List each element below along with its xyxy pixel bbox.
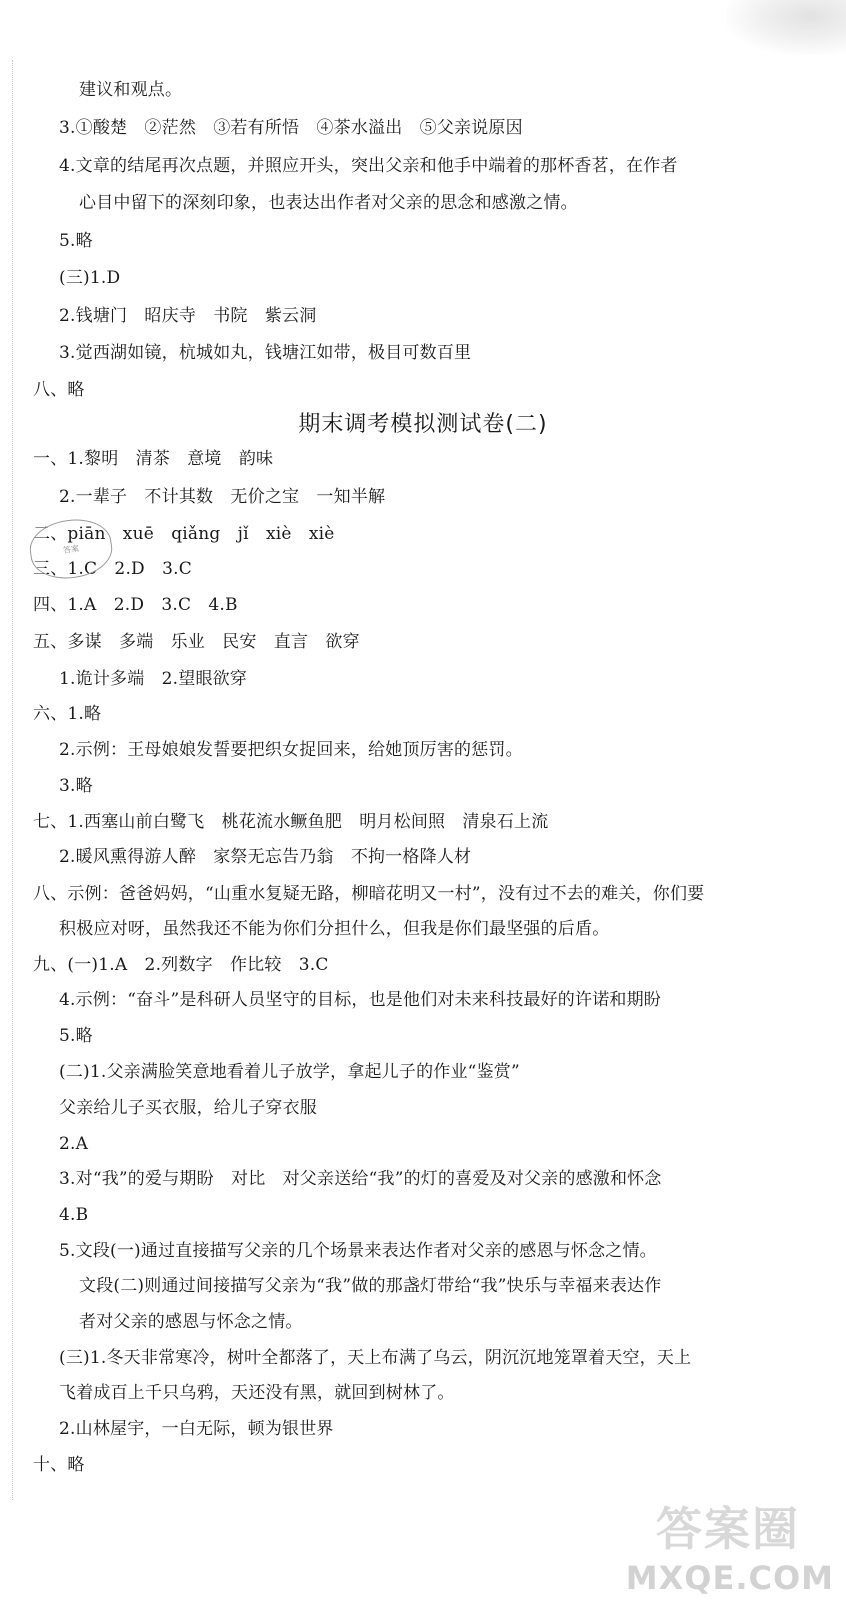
answer-line: 2.一辈子 不计其数 无价之宝 一知半解 xyxy=(59,487,386,507)
stamp-text: 答案 xyxy=(62,543,80,555)
answer-line: 者对父亲的感恩与怀念之情。 xyxy=(79,1312,303,1332)
section-title: 期末调考模拟测试卷(二) xyxy=(298,412,548,437)
answer-line: 3.对“我”的爱与期盼 对比 对父亲送给“我”的灯的喜爱及对父亲的感激和怀念 xyxy=(59,1169,662,1189)
answer-line: 二、piān xuē qiǎng jǐ xiè xiè xyxy=(33,524,335,544)
answer-line: 心目中留下的深刻印象，也表达出作者对父亲的思念和感激之情。 xyxy=(79,193,578,213)
answer-line: 八、略 xyxy=(33,380,85,400)
answer-line: 八、示例：爸爸妈妈，“山重水复疑无路，柳暗花明又一村”，没有过不去的难关，你们要 xyxy=(33,884,705,904)
answer-line: 积极应对呀，虽然我还不能为你们分担什么，但我是你们最坚强的后盾。 xyxy=(59,919,610,939)
answer-line: (二)1.父亲满脸笑意地看着儿子放学，拿起儿子的作业“鉴赏” xyxy=(59,1062,520,1082)
watermark-logo: 答案圈 xyxy=(656,1502,800,1556)
answer-line: (三)1.D xyxy=(59,268,121,288)
answer-line: 建议和观点。 xyxy=(79,80,183,100)
binding-margin-rule xyxy=(12,60,13,1500)
answer-line: 5.略 xyxy=(59,1026,93,1046)
answer-line: 2.山林屋宇，一白无际，顿为银世界 xyxy=(59,1419,334,1439)
answer-line: 五、多谋 多端 乐业 民安 直言 欲穿 xyxy=(33,632,360,652)
answer-line: 2.示例：王母娘娘发誓要把织女捉回来，给她顶厉害的惩罚。 xyxy=(59,740,523,760)
answer-line: (三)1.冬天非常寒冷，树叶全都落了，天上布满了乌云，阴沉沉地笼罩着天空，天上 xyxy=(59,1348,692,1368)
answer-line: 十、略 xyxy=(33,1455,85,1475)
answer-line: 5.文段(一)通过直接描写父亲的几个场景来表达作者对父亲的感恩与怀念之情。 xyxy=(59,1241,657,1261)
answer-line: 飞着成百上千只乌鸦，天还没有黑，就回到树林了。 xyxy=(59,1383,455,1403)
site-watermark xyxy=(625,1501,840,1597)
answer-line: 九、(一)1.A 2.列数字 作比较 3.C xyxy=(33,955,329,975)
answer-line: 三、1.C 2.D 3.C xyxy=(33,559,192,579)
scan-smudge xyxy=(726,0,846,55)
answer-line: 父亲给儿子买衣服，给儿子穿衣服 xyxy=(59,1098,317,1118)
answer-line: 一、1.黎明 清茶 意境 韵味 xyxy=(33,449,274,469)
answer-line: 3.觉西湖如镜，杭城如丸，钱塘江如带，极目可数百里 xyxy=(59,343,472,363)
answer-line: 1.诡计多端 2.望眼欲穿 xyxy=(59,669,248,689)
answer-line: 3.①酸楚 ②茫然 ③若有所悟 ④茶水溢出 ⑤父亲说原因 xyxy=(59,118,523,138)
answer-line: 文段(二)则通过间接描写父亲为“我”做的那盏灯带给“我”快乐与幸福来表达作 xyxy=(79,1276,662,1296)
answer-line: 5.略 xyxy=(59,231,93,251)
watermark-url: MXQE.COM xyxy=(625,1559,834,1597)
answer-line: 4.示例：“奋斗”是科研人员坚守的目标，也是他们对未来科技最好的许诺和期盼 xyxy=(59,990,661,1010)
answer-line: 2.钱塘门 昭庆寺 书院 紫云洞 xyxy=(59,306,317,326)
answer-line: 四、1.A 2.D 3.C 4.B xyxy=(33,595,238,615)
answer-line: 3.略 xyxy=(59,776,93,796)
answer-line: 2.A xyxy=(59,1134,89,1154)
answer-line: 六、1.略 xyxy=(33,704,102,724)
answer-line: 2.暖风熏得游人醉 家祭无忘告乃翁 不拘一格降人材 xyxy=(59,847,472,867)
answer-line: 4.B xyxy=(59,1205,89,1225)
answer-line: 七、1.西塞山前白鹭飞 桃花流水鳜鱼肥 明月松间照 清泉石上流 xyxy=(33,812,549,832)
answer-line: 4.文章的结尾再次点题，并照应开头，突出父亲和他手中端着的那杯香茗，在作者 xyxy=(59,156,678,176)
